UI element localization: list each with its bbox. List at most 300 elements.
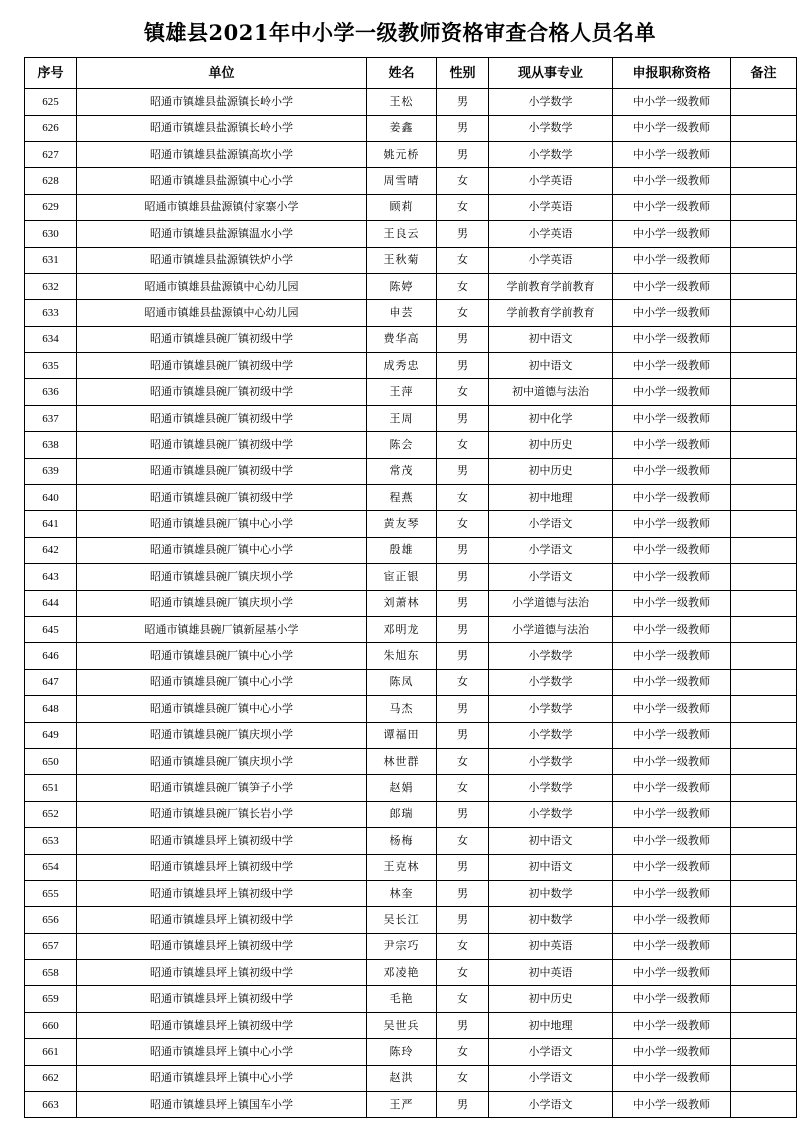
table-row [25, 89, 797, 115]
cell-major: 初中历史 [489, 458, 613, 484]
cell-name: 王严 [367, 1092, 437, 1118]
cell-unit: 昭通市镇雄县坪上镇初级中学 [77, 986, 367, 1012]
cell-major: 小学语文 [489, 537, 613, 563]
table-row [25, 300, 797, 326]
cell-seq: 657 [25, 933, 77, 959]
cell-qual: 中小学一级教师 [613, 353, 731, 379]
cell-note [731, 986, 797, 1012]
cell-seq: 650 [25, 748, 77, 774]
cell-name: 王周 [367, 405, 437, 431]
cell-qual: 中小学一级教师 [613, 326, 731, 352]
cell-name: 成秀忠 [367, 353, 437, 379]
cell-seq: 627 [25, 141, 77, 167]
table-row [25, 933, 797, 959]
cell-seq: 663 [25, 1092, 77, 1118]
cell-major: 学前教育学前教育 [489, 300, 613, 326]
cell-note [731, 564, 797, 590]
cell-major: 初中道德与法治 [489, 379, 613, 405]
cell-note [731, 696, 797, 722]
cell-seq: 643 [25, 564, 77, 590]
cell-note [731, 801, 797, 827]
cell-name: 王良云 [367, 221, 437, 247]
cell-seq: 626 [25, 115, 77, 141]
cell-gender: 男 [437, 801, 489, 827]
cell-name: 郎瑞 [367, 801, 437, 827]
cell-gender: 女 [437, 273, 489, 299]
cell-note [731, 590, 797, 616]
cell-major: 初中数学 [489, 880, 613, 906]
page-title: 镇雄县2021年中小学一级教师资格审查合格人员名单 [144, 20, 656, 45]
cell-name: 邓明龙 [367, 617, 437, 643]
cell-major: 小学语文 [489, 1039, 613, 1065]
cell-name: 王萍 [367, 379, 437, 405]
cell-name: 姜鑫 [367, 115, 437, 141]
cell-major: 小学数学 [489, 643, 613, 669]
cell-name: 常茂 [367, 458, 437, 484]
cell-seq: 625 [25, 89, 77, 115]
cell-unit: 昭通市镇雄县碗厂镇庆坝小学 [77, 564, 367, 590]
cell-seq: 640 [25, 485, 77, 511]
cell-unit: 昭通市镇雄县坪上镇初级中学 [77, 1012, 367, 1038]
cell-seq: 659 [25, 986, 77, 1012]
cell-gender: 女 [437, 748, 489, 774]
cell-gender: 女 [437, 669, 489, 695]
table-row [25, 1065, 797, 1091]
cell-seq: 656 [25, 907, 77, 933]
table-header [25, 58, 797, 89]
cell-gender: 男 [437, 405, 489, 431]
table-row [25, 722, 797, 748]
table-row [25, 907, 797, 933]
cell-unit: 昭通市镇雄县坪上镇初级中学 [77, 880, 367, 906]
cell-seq: 648 [25, 696, 77, 722]
table-row [25, 511, 797, 537]
table-row [25, 353, 797, 379]
cell-gender: 女 [437, 933, 489, 959]
cell-major: 小学英语 [489, 221, 613, 247]
cell-note [731, 194, 797, 220]
cell-unit: 昭通市镇雄县盐源镇中心幼儿园 [77, 300, 367, 326]
table-row [25, 194, 797, 220]
column-header-qualification: 申报职称资格 [613, 58, 731, 89]
cell-gender: 男 [437, 141, 489, 167]
cell-gender: 女 [437, 1039, 489, 1065]
table-row [25, 854, 797, 880]
cell-gender: 男 [437, 89, 489, 115]
cell-note [731, 89, 797, 115]
cell-seq: 652 [25, 801, 77, 827]
cell-gender: 男 [437, 854, 489, 880]
cell-major: 初中地理 [489, 485, 613, 511]
cell-name: 宦正银 [367, 564, 437, 590]
cell-unit: 昭通市镇雄县坪上镇初级中学 [77, 907, 367, 933]
cell-unit: 昭通市镇雄县盐源镇温水小学 [77, 221, 367, 247]
table-row [25, 669, 797, 695]
cell-major: 学前教育学前教育 [489, 273, 613, 299]
cell-major: 小学数学 [489, 669, 613, 695]
cell-note [731, 617, 797, 643]
cell-note [731, 1012, 797, 1038]
cell-name: 顾莉 [367, 194, 437, 220]
cell-gender: 女 [437, 828, 489, 854]
table-row [25, 880, 797, 906]
cell-gender: 男 [437, 1012, 489, 1038]
cell-note [731, 511, 797, 537]
cell-qual: 中小学一级教师 [613, 801, 731, 827]
cell-major: 初中英语 [489, 960, 613, 986]
cell-name: 陈凤 [367, 669, 437, 695]
cell-qual: 中小学一级教师 [613, 247, 731, 273]
cell-unit: 昭通市镇雄县坪上镇初级中学 [77, 933, 367, 959]
cell-note [731, 907, 797, 933]
cell-name: 程燕 [367, 485, 437, 511]
cell-note [731, 300, 797, 326]
cell-unit: 昭通市镇雄县碗厂镇新屋基小学 [77, 617, 367, 643]
table-row [25, 141, 797, 167]
cell-gender: 女 [437, 247, 489, 273]
cell-seq: 638 [25, 432, 77, 458]
cell-major: 小学数学 [489, 748, 613, 774]
cell-major: 小学语文 [489, 511, 613, 537]
cell-unit: 昭通市镇雄县碗厂镇庆坝小学 [77, 590, 367, 616]
cell-name: 邓凌艳 [367, 960, 437, 986]
cell-name: 姚元桥 [367, 141, 437, 167]
cell-major: 小学英语 [489, 194, 613, 220]
cell-gender: 男 [437, 907, 489, 933]
cell-major: 小学道德与法治 [489, 617, 613, 643]
cell-major: 小学道德与法治 [489, 590, 613, 616]
cell-unit: 昭通市镇雄县坪上镇中心小学 [77, 1065, 367, 1091]
cell-major: 小学数学 [489, 801, 613, 827]
cell-qual: 中小学一级教师 [613, 511, 731, 537]
cell-qual: 中小学一级教师 [613, 564, 731, 590]
table-row [25, 247, 797, 273]
cell-seq: 644 [25, 590, 77, 616]
cell-note [731, 669, 797, 695]
cell-note [731, 537, 797, 563]
cell-name: 王克林 [367, 854, 437, 880]
cell-gender: 女 [437, 432, 489, 458]
cell-major: 小学数学 [489, 775, 613, 801]
cell-unit: 昭通市镇雄县碗厂镇初级中学 [77, 432, 367, 458]
cell-seq: 662 [25, 1065, 77, 1091]
cell-qual: 中小学一级教师 [613, 273, 731, 299]
cell-major: 小学语文 [489, 1092, 613, 1118]
cell-note [731, 458, 797, 484]
table-row [25, 564, 797, 590]
cell-seq: 629 [25, 194, 77, 220]
column-header-major: 现从事专业 [489, 58, 613, 89]
table-row [25, 590, 797, 616]
cell-note [731, 1092, 797, 1118]
table-row [25, 1039, 797, 1065]
cell-major: 小学数学 [489, 89, 613, 115]
cell-unit: 昭通市镇雄县盐源镇长岭小学 [77, 89, 367, 115]
table-row [25, 1012, 797, 1038]
cell-major: 小学语文 [489, 1065, 613, 1091]
table-row [25, 221, 797, 247]
table-row [25, 405, 797, 431]
column-header-gender: 性别 [437, 58, 489, 89]
cell-name: 周雪晴 [367, 168, 437, 194]
table-row [25, 617, 797, 643]
cell-major: 初中历史 [489, 986, 613, 1012]
cell-note [731, 933, 797, 959]
cell-name: 费华高 [367, 326, 437, 352]
roster-table [24, 57, 797, 1118]
table-row [25, 432, 797, 458]
cell-unit: 昭通市镇雄县碗厂镇中心小学 [77, 643, 367, 669]
cell-unit: 昭通市镇雄县碗厂镇初级中学 [77, 353, 367, 379]
cell-name: 赵娟 [367, 775, 437, 801]
cell-qual: 中小学一级教师 [613, 854, 731, 880]
cell-qual: 中小学一级教师 [613, 537, 731, 563]
cell-unit: 昭通市镇雄县盐源镇长岭小学 [77, 115, 367, 141]
cell-name: 吴长江 [367, 907, 437, 933]
cell-unit: 昭通市镇雄县碗厂镇初级中学 [77, 379, 367, 405]
cell-seq: 635 [25, 353, 77, 379]
cell-note [731, 405, 797, 431]
cell-seq: 655 [25, 880, 77, 906]
table-row [25, 458, 797, 484]
cell-qual: 中小学一级教师 [613, 379, 731, 405]
cell-note [731, 643, 797, 669]
cell-seq: 641 [25, 511, 77, 537]
table-row [25, 696, 797, 722]
table-row [25, 801, 797, 827]
column-header-unit: 单位 [77, 58, 367, 89]
cell-name: 谭福田 [367, 722, 437, 748]
cell-qual: 中小学一级教师 [613, 405, 731, 431]
cell-note [731, 485, 797, 511]
cell-note [731, 722, 797, 748]
cell-name: 林奎 [367, 880, 437, 906]
cell-seq: 637 [25, 405, 77, 431]
table-row [25, 1092, 797, 1118]
cell-gender: 男 [437, 722, 489, 748]
cell-seq: 661 [25, 1039, 77, 1065]
cell-qual: 中小学一级教师 [613, 300, 731, 326]
table-row [25, 379, 797, 405]
table-row [25, 775, 797, 801]
cell-unit: 昭通市镇雄县盐源镇高坎小学 [77, 141, 367, 167]
table-row [25, 748, 797, 774]
cell-major: 小学数学 [489, 696, 613, 722]
cell-qual: 中小学一级教师 [613, 1012, 731, 1038]
table-row [25, 115, 797, 141]
cell-gender: 女 [437, 986, 489, 1012]
cell-seq: 660 [25, 1012, 77, 1038]
cell-name: 毛艳 [367, 986, 437, 1012]
cell-seq: 639 [25, 458, 77, 484]
cell-seq: 645 [25, 617, 77, 643]
cell-qual: 中小学一级教师 [613, 617, 731, 643]
cell-note [731, 379, 797, 405]
cell-seq: 642 [25, 537, 77, 563]
cell-major: 初中数学 [489, 907, 613, 933]
cell-unit: 昭通市镇雄县碗厂镇长岩小学 [77, 801, 367, 827]
table-body [25, 89, 797, 1118]
cell-qual: 中小学一级教师 [613, 458, 731, 484]
cell-major: 小学数学 [489, 141, 613, 167]
cell-qual: 中小学一级教师 [613, 168, 731, 194]
column-header-note: 备注 [731, 58, 797, 89]
cell-seq: 634 [25, 326, 77, 352]
cell-unit: 昭通市镇雄县坪上镇初级中学 [77, 854, 367, 880]
cell-name: 刘萧林 [367, 590, 437, 616]
cell-major: 小学数学 [489, 722, 613, 748]
table-row [25, 326, 797, 352]
cell-qual: 中小学一级教师 [613, 669, 731, 695]
cell-seq: 632 [25, 273, 77, 299]
cell-name: 殷雄 [367, 537, 437, 563]
cell-seq: 631 [25, 247, 77, 273]
cell-qual: 中小学一级教师 [613, 194, 731, 220]
cell-gender: 女 [437, 300, 489, 326]
cell-major: 小学数学 [489, 115, 613, 141]
cell-gender: 女 [437, 1065, 489, 1091]
cell-unit: 昭通市镇雄县碗厂镇初级中学 [77, 458, 367, 484]
cell-name: 杨梅 [367, 828, 437, 854]
cell-unit: 昭通市镇雄县坪上镇初级中学 [77, 960, 367, 986]
cell-major: 初中语文 [489, 854, 613, 880]
cell-note [731, 880, 797, 906]
cell-gender: 女 [437, 194, 489, 220]
cell-unit: 昭通市镇雄县碗厂镇初级中学 [77, 485, 367, 511]
cell-seq: 636 [25, 379, 77, 405]
table-row [25, 168, 797, 194]
cell-unit: 昭通市镇雄县盐源镇付家寨小学 [77, 194, 367, 220]
cell-note [731, 960, 797, 986]
cell-qual: 中小学一级教师 [613, 1092, 731, 1118]
cell-qual: 中小学一级教师 [613, 907, 731, 933]
cell-major: 初中英语 [489, 933, 613, 959]
table-row [25, 960, 797, 986]
cell-unit: 昭通市镇雄县碗厂镇中心小学 [77, 696, 367, 722]
cell-note [731, 854, 797, 880]
cell-gender: 女 [437, 485, 489, 511]
cell-gender: 女 [437, 168, 489, 194]
cell-unit: 昭通市镇雄县盐源镇中心小学 [77, 168, 367, 194]
cell-seq: 630 [25, 221, 77, 247]
cell-name: 赵洪 [367, 1065, 437, 1091]
cell-unit: 昭通市镇雄县碗厂镇中心小学 [77, 537, 367, 563]
cell-name: 陈玲 [367, 1039, 437, 1065]
cell-major: 初中语文 [489, 353, 613, 379]
cell-seq: 628 [25, 168, 77, 194]
cell-gender: 女 [437, 379, 489, 405]
cell-qual: 中小学一级教师 [613, 696, 731, 722]
table-row [25, 643, 797, 669]
cell-gender: 男 [437, 564, 489, 590]
cell-qual: 中小学一级教师 [613, 590, 731, 616]
cell-gender: 女 [437, 960, 489, 986]
cell-qual: 中小学一级教师 [613, 1065, 731, 1091]
cell-major: 初中地理 [489, 1012, 613, 1038]
cell-name: 尹宗巧 [367, 933, 437, 959]
cell-major: 初中化学 [489, 405, 613, 431]
cell-unit: 昭通市镇雄县碗厂镇中心小学 [77, 669, 367, 695]
cell-unit: 昭通市镇雄县盐源镇中心幼儿园 [77, 273, 367, 299]
cell-seq: 633 [25, 300, 77, 326]
cell-seq: 654 [25, 854, 77, 880]
column-header-name: 姓名 [367, 58, 437, 89]
cell-seq: 653 [25, 828, 77, 854]
cell-unit: 昭通市镇雄县碗厂镇中心小学 [77, 511, 367, 537]
cell-gender: 女 [437, 775, 489, 801]
cell-unit: 昭通市镇雄县碗厂镇初级中学 [77, 405, 367, 431]
cell-name: 林世群 [367, 748, 437, 774]
cell-qual: 中小学一级教师 [613, 722, 731, 748]
cell-unit: 昭通市镇雄县坪上镇中心小学 [77, 1039, 367, 1065]
cell-name: 黄友琴 [367, 511, 437, 537]
cell-gender: 男 [437, 696, 489, 722]
cell-gender: 男 [437, 537, 489, 563]
cell-qual: 中小学一级教师 [613, 933, 731, 959]
cell-note [731, 326, 797, 352]
cell-gender: 男 [437, 353, 489, 379]
cell-qual: 中小学一级教师 [613, 485, 731, 511]
cell-qual: 中小学一级教师 [613, 748, 731, 774]
cell-gender: 女 [437, 511, 489, 537]
cell-name: 王秋菊 [367, 247, 437, 273]
cell-gender: 男 [437, 880, 489, 906]
table-row [25, 537, 797, 563]
cell-qual: 中小学一级教师 [613, 221, 731, 247]
cell-note [731, 1065, 797, 1091]
table-row [25, 986, 797, 1012]
cell-unit: 昭通市镇雄县坪上镇国车小学 [77, 1092, 367, 1118]
cell-unit: 昭通市镇雄县碗厂镇初级中学 [77, 326, 367, 352]
cell-name: 吴世兵 [367, 1012, 437, 1038]
cell-name: 朱旭东 [367, 643, 437, 669]
cell-note [731, 1039, 797, 1065]
cell-qual: 中小学一级教师 [613, 432, 731, 458]
cell-gender: 男 [437, 458, 489, 484]
cell-seq: 649 [25, 722, 77, 748]
cell-gender: 男 [437, 1092, 489, 1118]
cell-major: 小学英语 [489, 247, 613, 273]
cell-gender: 男 [437, 221, 489, 247]
cell-note [731, 141, 797, 167]
cell-unit: 昭通市镇雄县盐源镇铁炉小学 [77, 247, 367, 273]
cell-gender: 男 [437, 643, 489, 669]
cell-note [731, 748, 797, 774]
cell-note [731, 247, 797, 273]
cell-unit: 昭通市镇雄县坪上镇初级中学 [77, 828, 367, 854]
cell-note [731, 273, 797, 299]
cell-qual: 中小学一级教师 [613, 880, 731, 906]
cell-name: 申芸 [367, 300, 437, 326]
cell-gender: 男 [437, 617, 489, 643]
cell-note [731, 353, 797, 379]
cell-note [731, 221, 797, 247]
cell-note [731, 775, 797, 801]
cell-qual: 中小学一级教师 [613, 643, 731, 669]
cell-name: 王松 [367, 89, 437, 115]
cell-note [731, 828, 797, 854]
column-header-seq: 序号 [25, 58, 77, 89]
cell-qual: 中小学一级教师 [613, 89, 731, 115]
cell-unit: 昭通市镇雄县碗厂镇庆坝小学 [77, 748, 367, 774]
cell-seq: 647 [25, 669, 77, 695]
cell-name: 马杰 [367, 696, 437, 722]
cell-note [731, 168, 797, 194]
cell-qual: 中小学一级教师 [613, 960, 731, 986]
cell-qual: 中小学一级教师 [613, 1039, 731, 1065]
cell-gender: 男 [437, 115, 489, 141]
header-row [25, 58, 797, 89]
